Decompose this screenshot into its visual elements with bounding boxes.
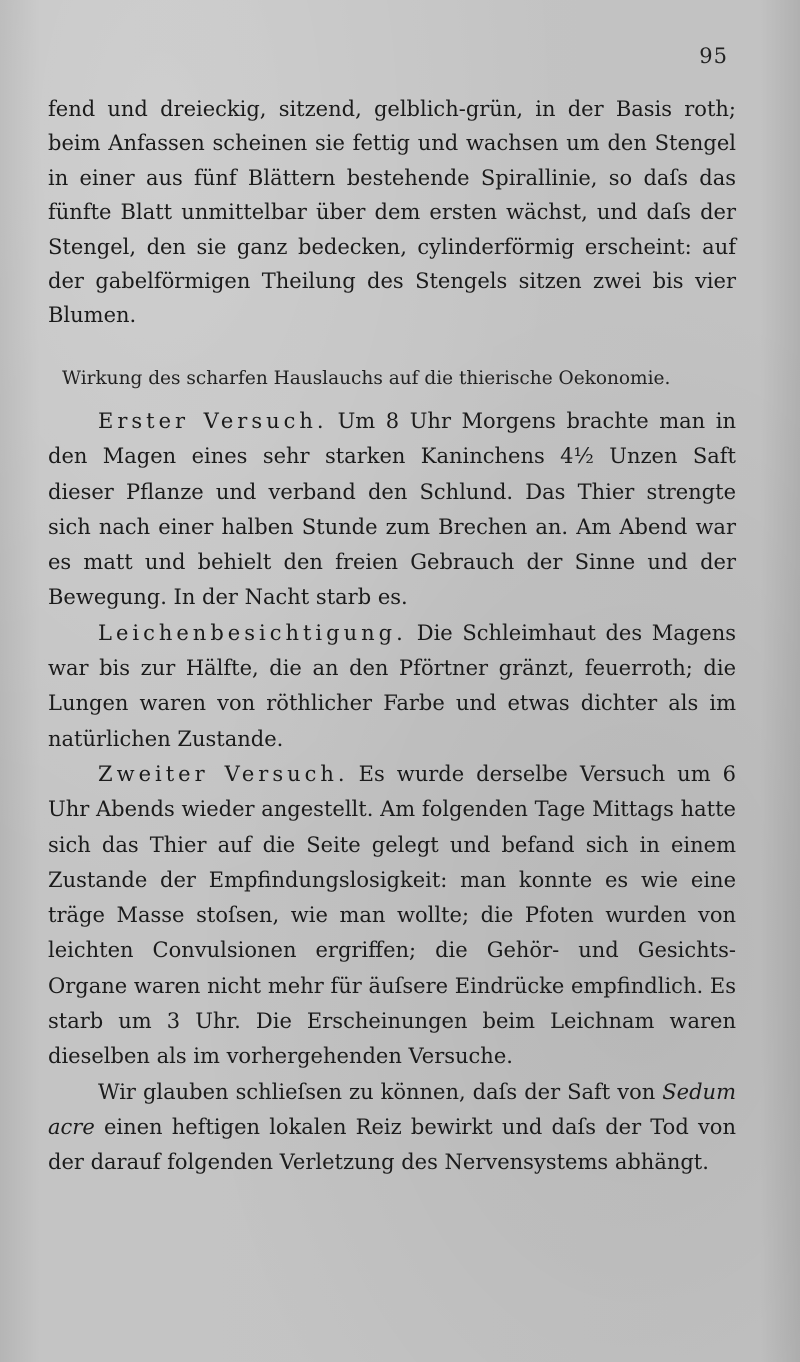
experiment-1-paragraph <box>48 404 736 616</box>
section-heading: Wirkung des scharfen Hauslauchs auf die thierische Oekonomie. <box>62 368 671 389</box>
page-number: 95 <box>699 44 728 68</box>
conclusion-text: einen heftigen lokalen Reiz bewirkt und daſs der Tod von der darauf folgenden Verletzung des Nervensystems abhängt. <box>48 1114 736 1175</box>
experiment-1-label: Erster Versuch. <box>98 409 328 433</box>
conclusion-intro: Wir glauben schlieſsen zu können, daſs der Saft von <box>98 1079 656 1104</box>
experiment-1-text: Um 8 Uhr Morgens brachte man in den Magen eines sehr starken Kaninchens 4½ Unzen Saft dieser Pflanze und verband den Schlund. Das Thier strengte sich nach einer halben Stunde zum Brechen an. Am Abend war es matt und behielt den freien Gebrauch der Sinne und der Bewegung. In der Nacht starb es. <box>48 409 736 610</box>
experiment-2-label: Zweiter Versuch. <box>98 761 349 786</box>
plant-description-paragraph: fend und dreieckig, sitzend, gelblich-grün, in der Basis roth; beim Anfassen scheinen sie fettig und wachsen um den Stengel in einer aus fünf Blättern bestehende Spirallinie, so daſs das fünfte Blatt unmittelbar über dem ersten wächst, und daſs der Stengel, den sie ganz bedecken, cylinderförmig erscheint: auf der gabelförmigen Theilung des Stengels sitzen zwei bis vier Blumen. <box>48 97 736 328</box>
experiments-section <box>48 404 736 1181</box>
autopsy-paragraph <box>48 616 736 757</box>
conclusion-paragraph <box>48 1075 736 1181</box>
species-name: Sedum acre <box>48 1079 736 1139</box>
experiment-2-text: Es wurde derselbe Versuch um 6 Uhr Abends wieder angestellt. Am folgenden Tage Mittags hatte sich das Thier auf die Seite gelegt und befand sich in einem Zustande der Empfindungslosigkeit: man konnte es wie eine träge Masse stoſsen, wie man wollte; die Pfoten wurden von leichten Convulsionen ergriffen; die Gehör- und Gesichts-Organe waren nicht mehr für äuſsere Eindrücke empfindlich. Es starb um 3 Uhr. Die Erscheinungen beim Leichnam waren dieselben als im vorhergehenden Versuche. <box>48 761 736 1069</box>
experiment-2-paragraph <box>48 757 736 1075</box>
autopsy-text: Die Schleimhaut des Magens war bis zur Hälfte, die an den Pförtner gränzt, feuerroth; die Lungen waren von röthlicher Farbe und etwas dichter als im natürlichen Zustande. <box>48 620 736 751</box>
autopsy-label: Leichenbesichtigung. <box>98 620 407 645</box>
